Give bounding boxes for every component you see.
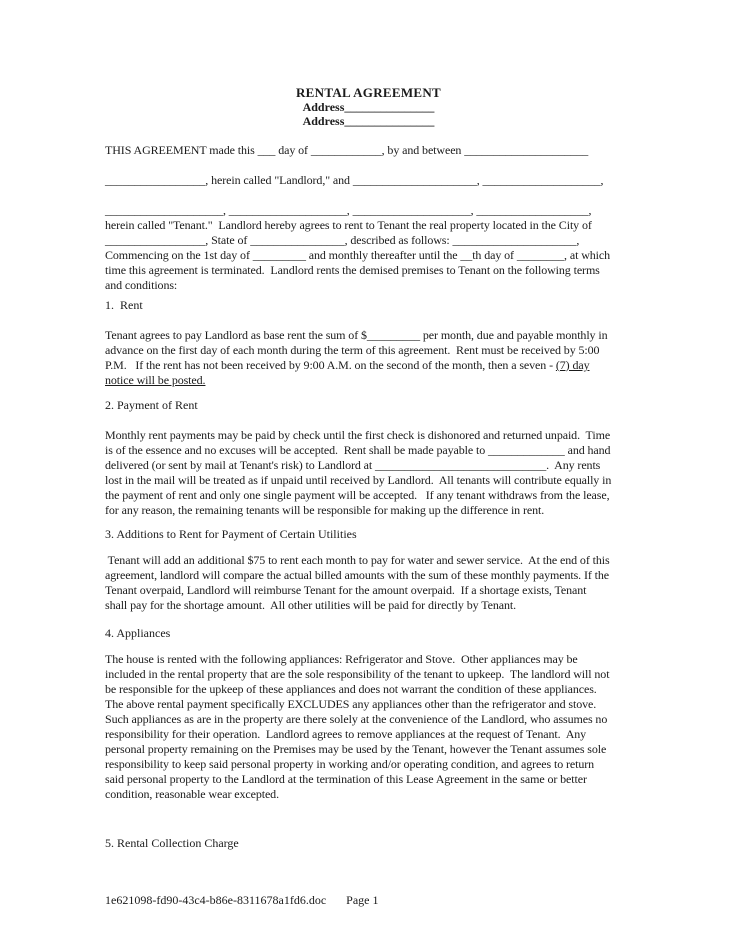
- text-line: ____________________, ____________________, ____________________, ___________________,: [105, 203, 592, 217]
- text-line: The above rental payment specifically EXCLUDES any appliances other than the refrigerator and stove.: [105, 697, 597, 711]
- address-line-1: Address_______________: [302, 100, 435, 114]
- text-line: condition, reasonable wear excepted.: [105, 787, 279, 801]
- text-line: time this agreement is terminated. Landlord rents the demised premises to Tenant on the following terms: [105, 263, 600, 277]
- page-footer: [105, 893, 379, 908]
- text-line: is of the essence and no excuses will be accepted. Rent shall be made payable to _____________ and hand: [105, 443, 611, 457]
- text-line: agreement, landlord will compare the actual billed amounts with the sum of these monthly payments. If the: [105, 568, 610, 582]
- text-line: _________________, herein called "Landlord," and _____________________, ____________________,: [105, 173, 604, 187]
- text-line: [105, 158, 632, 173]
- text-line: _________________, State of ________________, described as follows: _____________________,: [105, 233, 580, 247]
- rent-notice-prefix: P.M. If the rent has not been received by 9:00 A.M. on the second of the month, then a seven -: [105, 358, 556, 372]
- document-title: RENTAL AGREEMENT: [295, 85, 442, 100]
- text-line: [105, 188, 632, 203]
- address-line-2: Address_______________: [302, 114, 435, 128]
- text-line: THIS AGREEMENT made this ___ day of ____________, by and between _____________________: [105, 143, 589, 157]
- text-line: delivered (or sent by mail at Tenant's risk) to Landlord at _____________________________. Any rents: [105, 458, 601, 472]
- rent-notice-line-2: [105, 373, 632, 388]
- text-line: and conditions:: [105, 278, 178, 292]
- text-line: advance on the first day of each month during the term of this agreement. Rent must be received by 5:00: [105, 343, 600, 357]
- text-line: herein called "Tenant." Landlord hereby agrees to rent to Tenant the real property located in the City of: [105, 218, 592, 232]
- text-line: said personal property to the Landlord at the termination of this Lease Agreement in the same or better: [105, 772, 587, 786]
- text-line: Such appliances as are in the property are there solely at the convenience of the Landlord, who assumes no: [105, 712, 608, 726]
- section-4-paragraph: [105, 652, 632, 802]
- text-line: personal property remaining on the Premises may be used by the Tenant, however the Tenant assumes sole: [105, 742, 607, 756]
- text-line: Monthly rent payments may be paid by check until the first check is dishonored and returned unpaid. Time: [105, 428, 611, 442]
- section-1-heading: 1. Rent: [105, 298, 143, 312]
- text-line: included in the rental property that are the sole responsibility of the tenant to upkeep. The landlord will not: [105, 667, 610, 681]
- section-4-heading: 4. Appliances: [105, 626, 171, 640]
- rent-notice-underlined-1: (7) day: [555, 358, 590, 372]
- section-2-heading: 2. Payment of Rent: [105, 398, 198, 412]
- text-line: The house is rented with the following appliances: Refrigerator and Stove. Other appliances may be: [105, 652, 578, 666]
- text-line: Tenant overpaid, Landlord will reimburse Tenant for the amount overpaid. If a shortage exists, Tenant: [105, 583, 587, 597]
- footer-filename: 1e621098-fd90-43c4-b86e-8311678a1fd6.doc: [105, 893, 327, 907]
- text-line: for any reason, the remaining tenants will be responsible for making up the difference in rent.: [105, 503, 545, 517]
- section-2-paragraph: [105, 428, 632, 518]
- section-5-heading: 5. Rental Collection Charge: [105, 836, 239, 850]
- footer-page-number: Page 1: [346, 893, 379, 907]
- text-line: lost in the mail will be treated as if unpaid until received by Landlord. All tenants will contribute equally in: [105, 473, 612, 487]
- section-3-heading: 3. Additions to Rent for Payment of Certain Utilities: [105, 527, 357, 541]
- title-block: [105, 85, 632, 128]
- text-line: responsibility to keep said personal property in working and/or operating condition, and agrees to return: [105, 757, 595, 771]
- section-3-paragraph: [105, 553, 632, 613]
- intro-paragraph: [105, 143, 632, 293]
- text-line: Commencing on the 1st day of _________ and monthly thereafter until the __th day of ________, at which: [105, 248, 611, 262]
- section-1-paragraph: [105, 328, 632, 388]
- text-line: the payment of rent and only one single payment will be accepted. If any tenant withdraws from the lease,: [105, 488, 610, 502]
- text-line: shall pay for the shortage amount. All other utilities will be paid for directly by Tenant.: [105, 598, 516, 612]
- text-line: Tenant agrees to pay Landlord as base rent the sum of $_________ per month, due and payable monthly in: [105, 328, 608, 342]
- section-1-lines: [105, 328, 632, 358]
- rent-notice-line-1: [105, 358, 632, 373]
- text-line: responsibility for their operation. Landlord agrees to remove appliances at the request of Tenant. Any: [105, 727, 587, 741]
- text-line: be responsible for the upkeep of these appliances and does not warrant the condition of these appliances.: [105, 682, 597, 696]
- rent-notice-underlined-2: notice will be posted.: [105, 373, 206, 387]
- document-content: [105, 85, 632, 851]
- text-line: Tenant will add an additional $75 to rent each month to pay for water and sewer service. At the end of this: [105, 553, 610, 567]
